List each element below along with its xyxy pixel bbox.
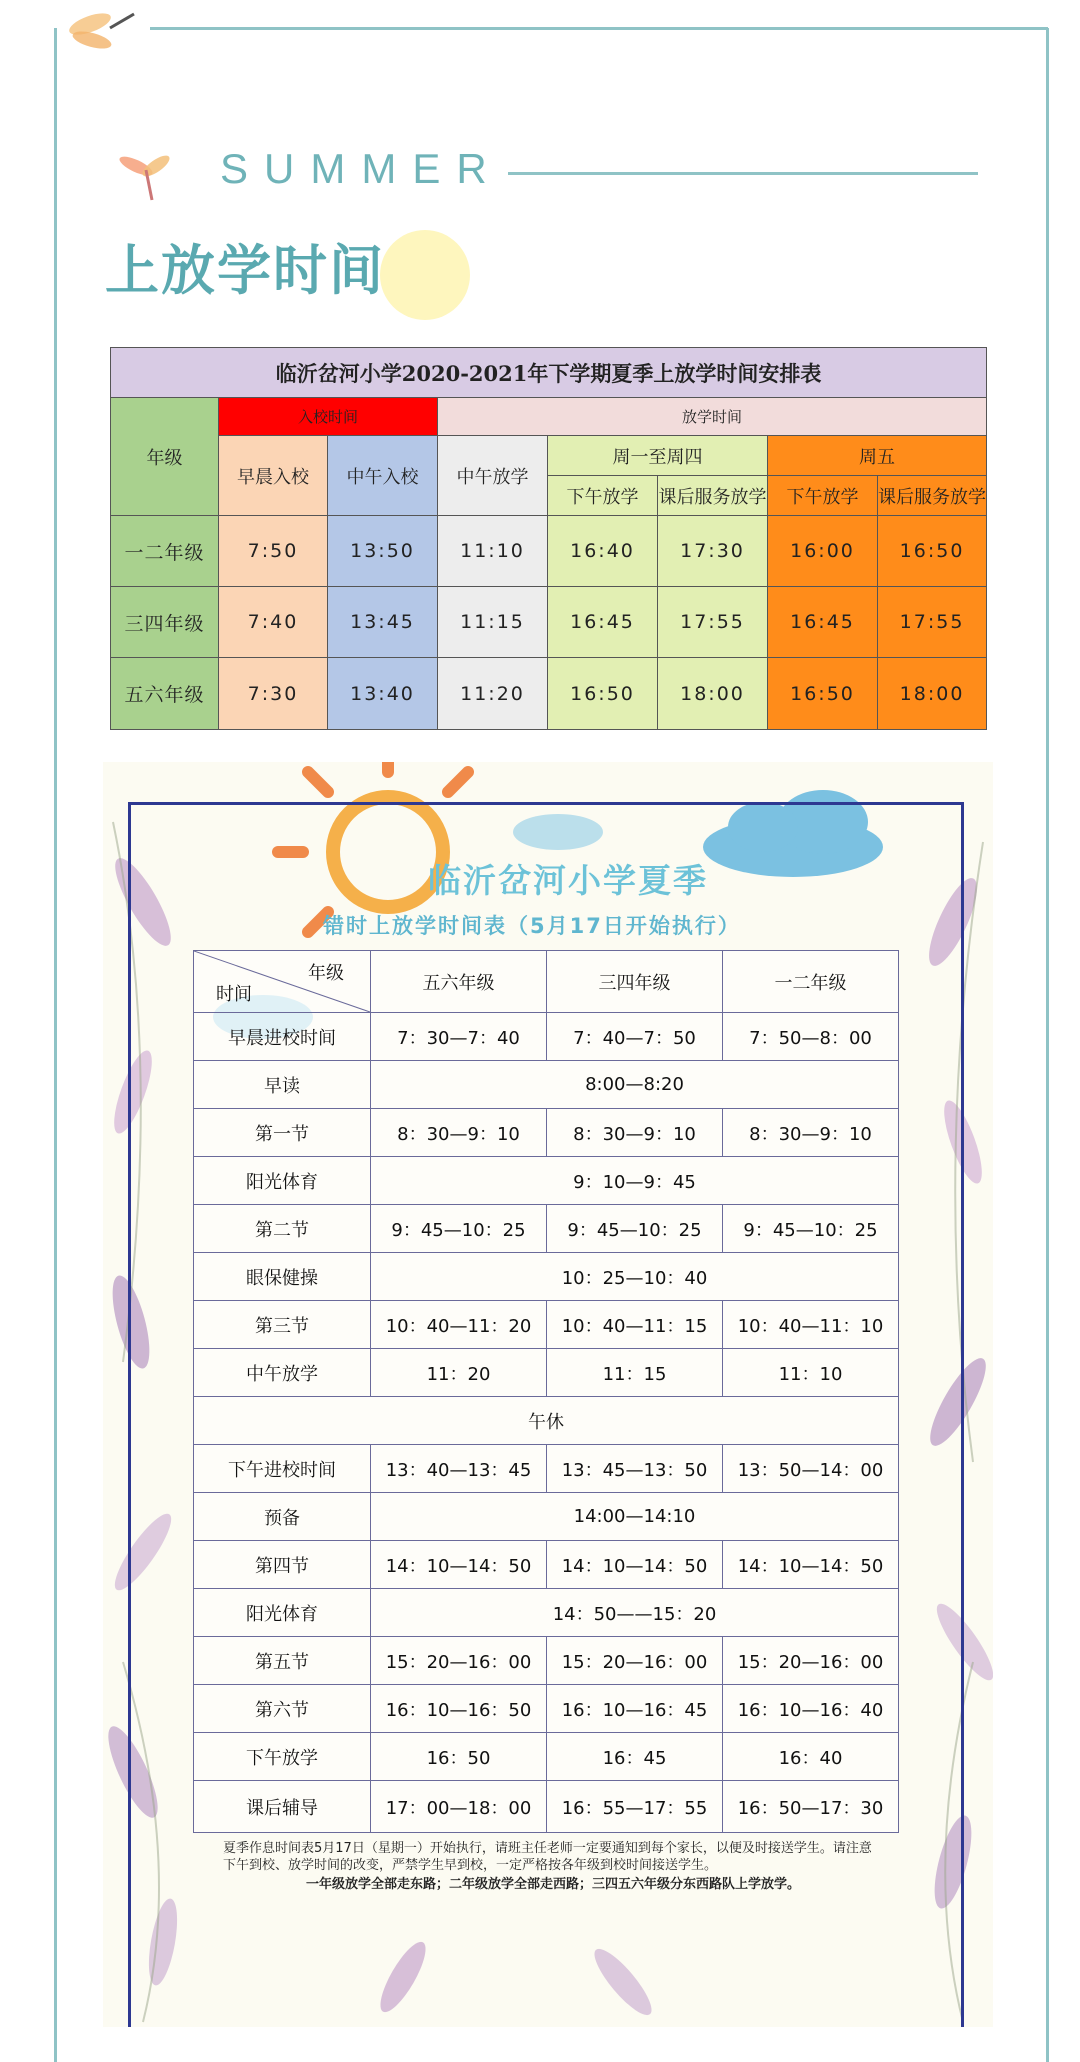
time-cell: 11:20 (438, 658, 548, 730)
time-cell: 7：50—8：00 (723, 1013, 899, 1061)
time-cell: 13:45 (328, 587, 438, 658)
sun-decoration (380, 230, 470, 320)
dismissal-header: 放学时间 (438, 398, 987, 436)
dragonfly-icon (62, 4, 142, 64)
time-cell: 16：50—17：30 (723, 1781, 899, 1833)
mon-thu-header: 周一至周四 (548, 436, 768, 476)
time-cell: 17:55 (878, 587, 987, 658)
time-cell: 17：00—18：00 (371, 1781, 547, 1833)
table-row (194, 1637, 899, 1685)
time-cell: 7：40—7：50 (547, 1013, 723, 1061)
corner-time-label: 时间 (216, 984, 252, 1005)
row-label: 眼保健操 (194, 1253, 371, 1301)
time-cell: 11:10 (438, 516, 548, 587)
table-row (194, 1733, 899, 1781)
schedule-table (110, 347, 987, 730)
time-cell: 16:50 (768, 658, 878, 730)
time-cell: 16:50 (548, 658, 658, 730)
row-label: 第四节 (194, 1541, 371, 1589)
row-label: 第一节 (194, 1109, 371, 1157)
fri-service-header: 课后服务放学 (878, 476, 987, 516)
row-label: 下午放学 (194, 1733, 371, 1781)
time-cell: 9：45—10：25 (723, 1205, 899, 1253)
time-cell: 8：30—9：10 (547, 1109, 723, 1157)
row-label: 第六节 (194, 1685, 371, 1733)
time-cell: 16：40 (723, 1733, 899, 1781)
time-cell: 7:40 (219, 587, 328, 658)
table-row (194, 1301, 899, 1349)
table-row (194, 1205, 899, 1253)
row-label: 中午放学 (194, 1349, 371, 1397)
time-cell: 10：40—11：20 (371, 1301, 547, 1349)
time-cell: 8:00—8:20 (371, 1061, 899, 1109)
table-row (194, 1445, 899, 1493)
table-row (194, 1541, 899, 1589)
arrival-header: 入校时间 (219, 398, 438, 436)
table-row (194, 1253, 899, 1301)
summer-heading: SUMMER (220, 145, 503, 192)
corner-grade-label: 年级 (308, 963, 344, 984)
grade-cell: 三四年级 (111, 587, 219, 658)
grade-cell: 一二年级 (111, 516, 219, 587)
time-cell: 16:50 (878, 516, 987, 587)
time-cell: 11：10 (723, 1349, 899, 1397)
time-cell: 18:00 (878, 658, 987, 730)
table-row (194, 1493, 899, 1541)
time-cell: 13：45—13：50 (547, 1445, 723, 1493)
time-cell: 11：15 (547, 1349, 723, 1397)
time-cell: 9：10—9：45 (371, 1157, 899, 1205)
mt-afternoon-header: 下午放学 (548, 476, 658, 516)
table-row (194, 1109, 899, 1157)
time-cell: 16:40 (548, 516, 658, 587)
table-row (111, 516, 987, 587)
time-cell: 15：20—16：00 (371, 1637, 547, 1685)
summer-divider (508, 172, 978, 175)
table-row (194, 1061, 899, 1109)
poster (103, 762, 993, 2027)
table-row (194, 1013, 899, 1061)
table-row (194, 1349, 899, 1397)
time-cell: 16：45 (547, 1733, 723, 1781)
table-row (111, 587, 987, 658)
row-label: 第五节 (194, 1637, 371, 1685)
lunch-break-cell: 午休 (194, 1397, 899, 1445)
time-cell: 13：40—13：45 (371, 1445, 547, 1493)
time-cell: 9：45—10：25 (371, 1205, 547, 1253)
time-cell: 13:40 (328, 658, 438, 730)
note-text: 夏季作息时间表5月17日（星期一）开始执行，请班主任老师一定要通知到每个家长，以便及时接送学生。请注意下午到校、放学时间的改变，严禁学生早到校，一定严格按各年级到校时间接送学生。 (223, 1841, 872, 1873)
time-cell: 14:00—14:10 (371, 1493, 899, 1541)
noon-arrival-header: 中午入校 (328, 436, 438, 516)
time-cell: 17:55 (658, 587, 768, 658)
col-header-56: 五六年级 (371, 951, 547, 1013)
time-cell: 18:00 (658, 658, 768, 730)
fri-afternoon-header: 下午放学 (768, 476, 878, 516)
frame-left-line (54, 28, 57, 2062)
col-header-34: 三四年级 (547, 951, 723, 1013)
daily-schedule-table (193, 950, 899, 1833)
mt-service-header: 课后服务放学 (658, 476, 768, 516)
time-cell: 10：40—11：15 (547, 1301, 723, 1349)
col-header-12: 一二年级 (723, 951, 899, 1013)
table-row (111, 658, 987, 730)
time-cell: 13：50—14：00 (723, 1445, 899, 1493)
time-cell: 14：10—14：50 (723, 1541, 899, 1589)
time-cell: 15：20—16：00 (547, 1637, 723, 1685)
frame-right-line (1046, 28, 1049, 2062)
schedule-notes (223, 1840, 883, 1893)
poster-title: 临沂岔河小学夏季 (428, 861, 708, 900)
row-label: 早读 (194, 1061, 371, 1109)
noon-dismissal-header: 中午放学 (438, 436, 548, 516)
time-cell: 15：20—16：00 (723, 1637, 899, 1685)
poster-subtitle: 错时上放学时间表（5月17日开始执行） (323, 914, 741, 938)
time-cell: 16：10—16：40 (723, 1685, 899, 1733)
row-label: 第二节 (194, 1205, 371, 1253)
time-cell: 16：55—17：55 (547, 1781, 723, 1833)
table-row (194, 1685, 899, 1733)
row-label: 阳光体育 (194, 1157, 371, 1205)
row-label: 早晨进校时间 (194, 1013, 371, 1061)
time-cell: 9：45—10：25 (547, 1205, 723, 1253)
time-cell: 16：50 (371, 1733, 547, 1781)
time-cell: 10：40—11：10 (723, 1301, 899, 1349)
row-label: 预备 (194, 1493, 371, 1541)
time-cell: 11：20 (371, 1349, 547, 1397)
time-cell: 16：10—16：50 (371, 1685, 547, 1733)
time-cell: 16：10—16：45 (547, 1685, 723, 1733)
row-label: 下午进校时间 (194, 1445, 371, 1493)
time-cell: 11:15 (438, 587, 548, 658)
table-row (194, 1781, 899, 1833)
table-row (194, 1397, 899, 1445)
time-cell: 7:50 (219, 516, 328, 587)
dragonfly-icon-small (112, 148, 182, 208)
time-cell: 7：30—7：40 (371, 1013, 547, 1061)
time-cell: 7:30 (219, 658, 328, 730)
frame-top-line (150, 27, 1048, 30)
row-label: 阳光体育 (194, 1589, 371, 1637)
corner-cell (194, 951, 371, 1013)
time-cell: 13:50 (328, 516, 438, 587)
time-cell: 8：30—9：10 (723, 1109, 899, 1157)
table-row (194, 1157, 899, 1205)
time-cell: 14：10—14：50 (371, 1541, 547, 1589)
morning-arrival-header: 早晨入校 (219, 436, 328, 516)
time-cell: 8：30—9：10 (371, 1109, 547, 1157)
route-note: 一年级放学全部走东路；二年级放学全部走西路；三四五六年级分东西路队上学放学。 (305, 1877, 800, 1892)
grade-header: 年级 (111, 398, 219, 516)
row-label: 课后辅导 (194, 1781, 371, 1833)
row-label: 第三节 (194, 1301, 371, 1349)
schedule-table-title: 临沂岔河小学2020-2021年下学期夏季上放学时间安排表 (111, 348, 987, 398)
time-cell: 16:45 (768, 587, 878, 658)
time-cell: 14：50——15：20 (371, 1589, 899, 1637)
time-cell: 10：25—10：40 (371, 1253, 899, 1301)
friday-header: 周五 (768, 436, 987, 476)
grade-cell: 五六年级 (111, 658, 219, 730)
time-cell: 16:00 (768, 516, 878, 587)
time-cell: 14：10—14：50 (547, 1541, 723, 1589)
time-cell: 17:30 (658, 516, 768, 587)
time-cell: 16:45 (548, 587, 658, 658)
table-row (194, 1589, 899, 1637)
page-title: 上放学时间 (105, 239, 385, 302)
